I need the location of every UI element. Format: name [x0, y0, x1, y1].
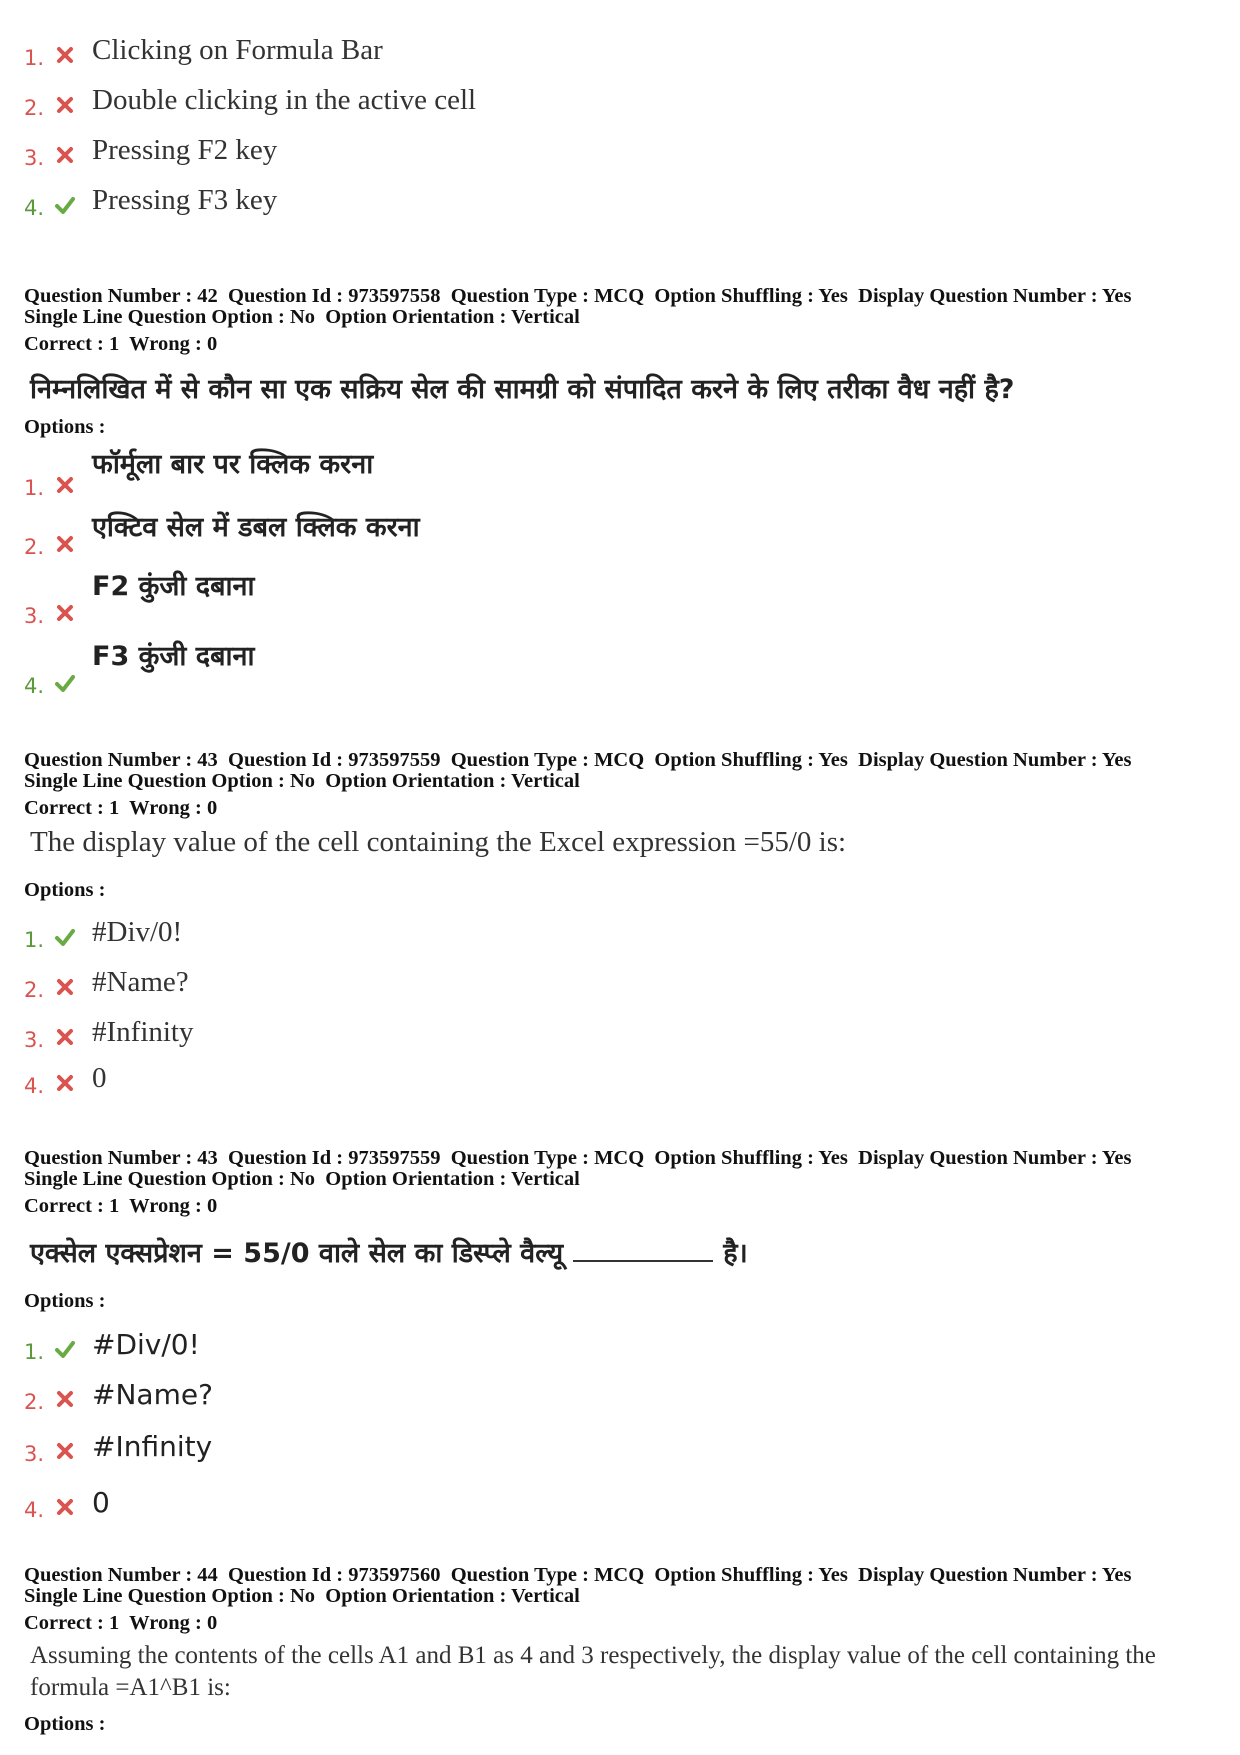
options-label: Options :: [24, 1713, 106, 1735]
option-number: 4.: [24, 196, 45, 220]
option-number: 2.: [24, 96, 45, 120]
question-meta-line2: Single Line Question Option : No Option Orientation : Vertical: [24, 1168, 580, 1190]
check-icon: [54, 1338, 76, 1360]
option-item: [24, 36, 1204, 76]
cross-icon: [54, 1026, 76, 1048]
option-text: #Div/0!: [92, 916, 183, 948]
check-icon: [54, 672, 76, 694]
option-text: #Infinity: [92, 1016, 194, 1048]
question-meta-line1: Question Number : 43 Question Id : 973597559 Question Type : MCQ Option Shuffling : Yes Display Question Number : Yes: [24, 1147, 1132, 1169]
option-number: 4.: [24, 1074, 45, 1098]
option-item: [24, 918, 1204, 958]
cross-icon: [54, 1388, 76, 1410]
cross-icon: [54, 474, 76, 496]
option-number: 4.: [24, 674, 45, 698]
option-item: [24, 1432, 1204, 1472]
option-item: [24, 449, 1204, 506]
option-item: [24, 1064, 1204, 1104]
answer-blank: [573, 1259, 713, 1262]
option-text: #Name?: [92, 966, 189, 998]
option-text: 0: [92, 1062, 107, 1094]
option-number: 1.: [24, 1340, 45, 1364]
option-number: 2.: [24, 1390, 45, 1414]
option-item: [24, 136, 1204, 176]
option-number: 3.: [24, 1028, 45, 1052]
question-meta-line2: Single Line Question Option : No Option Orientation : Vertical: [24, 1585, 580, 1607]
question-meta-line1: Question Number : 43 Question Id : 973597559 Question Type : MCQ Option Shuffling : Yes Display Question Number : Yes: [24, 749, 1132, 771]
option-item: [24, 1330, 1204, 1370]
option-item: [24, 186, 1204, 226]
option-item: [24, 968, 1204, 1008]
option-number: 3.: [24, 604, 45, 628]
options-label: Options :: [24, 416, 106, 438]
option-number: 2.: [24, 535, 45, 559]
options-label: Options :: [24, 879, 106, 901]
option-text: 0: [92, 1486, 110, 1519]
option-number: 1.: [24, 476, 45, 500]
cross-icon: [54, 1072, 76, 1094]
option-number: 4.: [24, 1498, 45, 1522]
cross-icon: [54, 44, 76, 66]
option-number: 3.: [24, 1442, 45, 1466]
option-text: Pressing F3 key: [92, 184, 278, 216]
option-item: [24, 1018, 1204, 1058]
option-number: 3.: [24, 146, 45, 170]
option-text: F3 कुंजी दबाना: [92, 641, 255, 672]
option-item: [24, 1380, 1204, 1420]
option-text: Pressing F2 key: [92, 134, 278, 166]
option-text: #Name?: [92, 1378, 213, 1411]
cross-icon: [54, 144, 76, 166]
cross-icon: [54, 1440, 76, 1462]
question-text: निम्नलिखित में से कौन सा एक सक्रिय सेल की सामग्री को संपादित करने के लिए तरीका वैध नहीं है?: [30, 374, 1015, 405]
question-text: Assuming the contents of the cells A1 and B1 as 4 and 3 respectively, the display value of the cell containing the formula =A1^B1 is:: [30, 1642, 1156, 1701]
option-number: 1.: [24, 928, 45, 952]
correct-wrong: Correct : 1 Wrong : 0: [24, 1612, 218, 1634]
option-item: [24, 1488, 1204, 1528]
question-text-after: है।: [723, 1238, 748, 1269]
correct-wrong: Correct : 1 Wrong : 0: [24, 333, 218, 355]
option-item: [24, 641, 1204, 704]
check-icon: [54, 926, 76, 948]
question-meta-line2: Single Line Question Option : No Option Orientation : Vertical: [24, 770, 580, 792]
option-text: Double clicking in the active cell: [92, 84, 477, 116]
option-text: Clicking on Formula Bar: [92, 34, 383, 66]
correct-wrong: Correct : 1 Wrong : 0: [24, 797, 218, 819]
option-text: एक्टिव सेल में डबल क्लिक करना: [92, 512, 420, 543]
correct-wrong: Correct : 1 Wrong : 0: [24, 1195, 218, 1217]
cross-icon: [54, 976, 76, 998]
question-text: [30, 1233, 748, 1270]
option-text: #Infinity: [92, 1430, 213, 1463]
cross-icon: [54, 94, 76, 116]
cross-icon: [54, 602, 76, 624]
option-number: 2.: [24, 978, 45, 1002]
option-item: [24, 512, 1204, 565]
option-item: [24, 571, 1204, 634]
question-meta-line2: Single Line Question Option : No Option Orientation : Vertical: [24, 306, 580, 328]
option-text: फॉर्मूला बार पर क्लिक करना: [92, 449, 374, 480]
question-text: The display value of the cell containing the Excel expression =55/0 is:: [30, 826, 847, 858]
option-item: [24, 86, 1204, 126]
option-number: 1.: [24, 46, 45, 70]
options-label: Options :: [24, 1290, 106, 1312]
option-text: #Div/0!: [92, 1328, 200, 1361]
question-meta-line1: Question Number : 42 Question Id : 973597558 Question Type : MCQ Option Shuffling : Yes Display Question Number : Yes: [24, 285, 1132, 307]
cross-icon: [54, 1496, 76, 1518]
question-text-before: एक्सेल एक्सप्रेशन = 55/0 वाले सेल का डिस्प्ले वैल्यू: [30, 1238, 564, 1269]
question-meta-line1: Question Number : 44 Question Id : 973597560 Question Type : MCQ Option Shuffling : Yes Display Question Number : Yes: [24, 1564, 1132, 1586]
option-text: F2 कुंजी दबाना: [92, 571, 255, 602]
check-icon: [54, 194, 76, 216]
cross-icon: [54, 533, 76, 555]
